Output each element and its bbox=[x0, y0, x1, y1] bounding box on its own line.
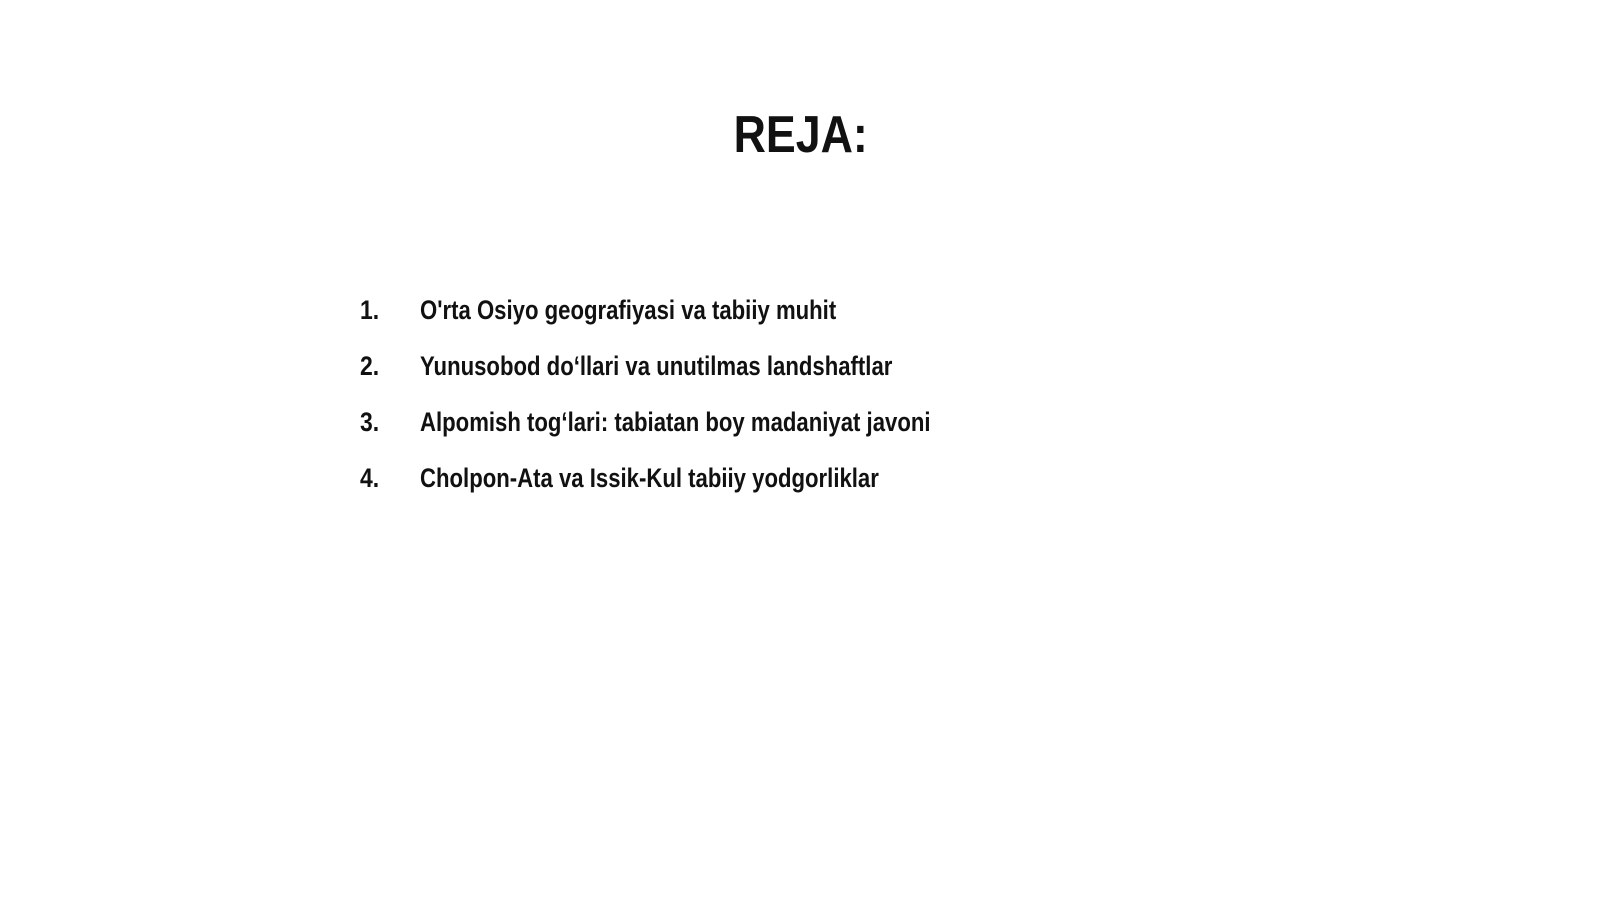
plan-list bbox=[360, 290, 1043, 514]
plan-item-text: Yunusobod do‘llari va unutilmas landshaftlar bbox=[420, 351, 893, 381]
plan-item-number: 2. bbox=[360, 351, 380, 381]
plan-item-number: 4. bbox=[360, 463, 380, 493]
plan-item-number: 3. bbox=[360, 407, 380, 437]
plan-item-number: 1. bbox=[360, 295, 380, 325]
slide-title: REJA: bbox=[733, 106, 868, 164]
plan-item-text: Alpomish tog‘lari: tabiatan boy madaniyat javoni bbox=[420, 407, 931, 437]
plan-item-text: O'rta Osiyo geografiyasi va tabiiy muhit bbox=[420, 295, 837, 325]
plan-item bbox=[360, 458, 1043, 514]
plan-item bbox=[360, 290, 1043, 346]
plan-item bbox=[360, 402, 1043, 458]
plan-item bbox=[360, 346, 1043, 402]
plan-item-text: Cholpon-Ata va Issik-Kul tabiiy yodgorliklar bbox=[420, 463, 879, 493]
